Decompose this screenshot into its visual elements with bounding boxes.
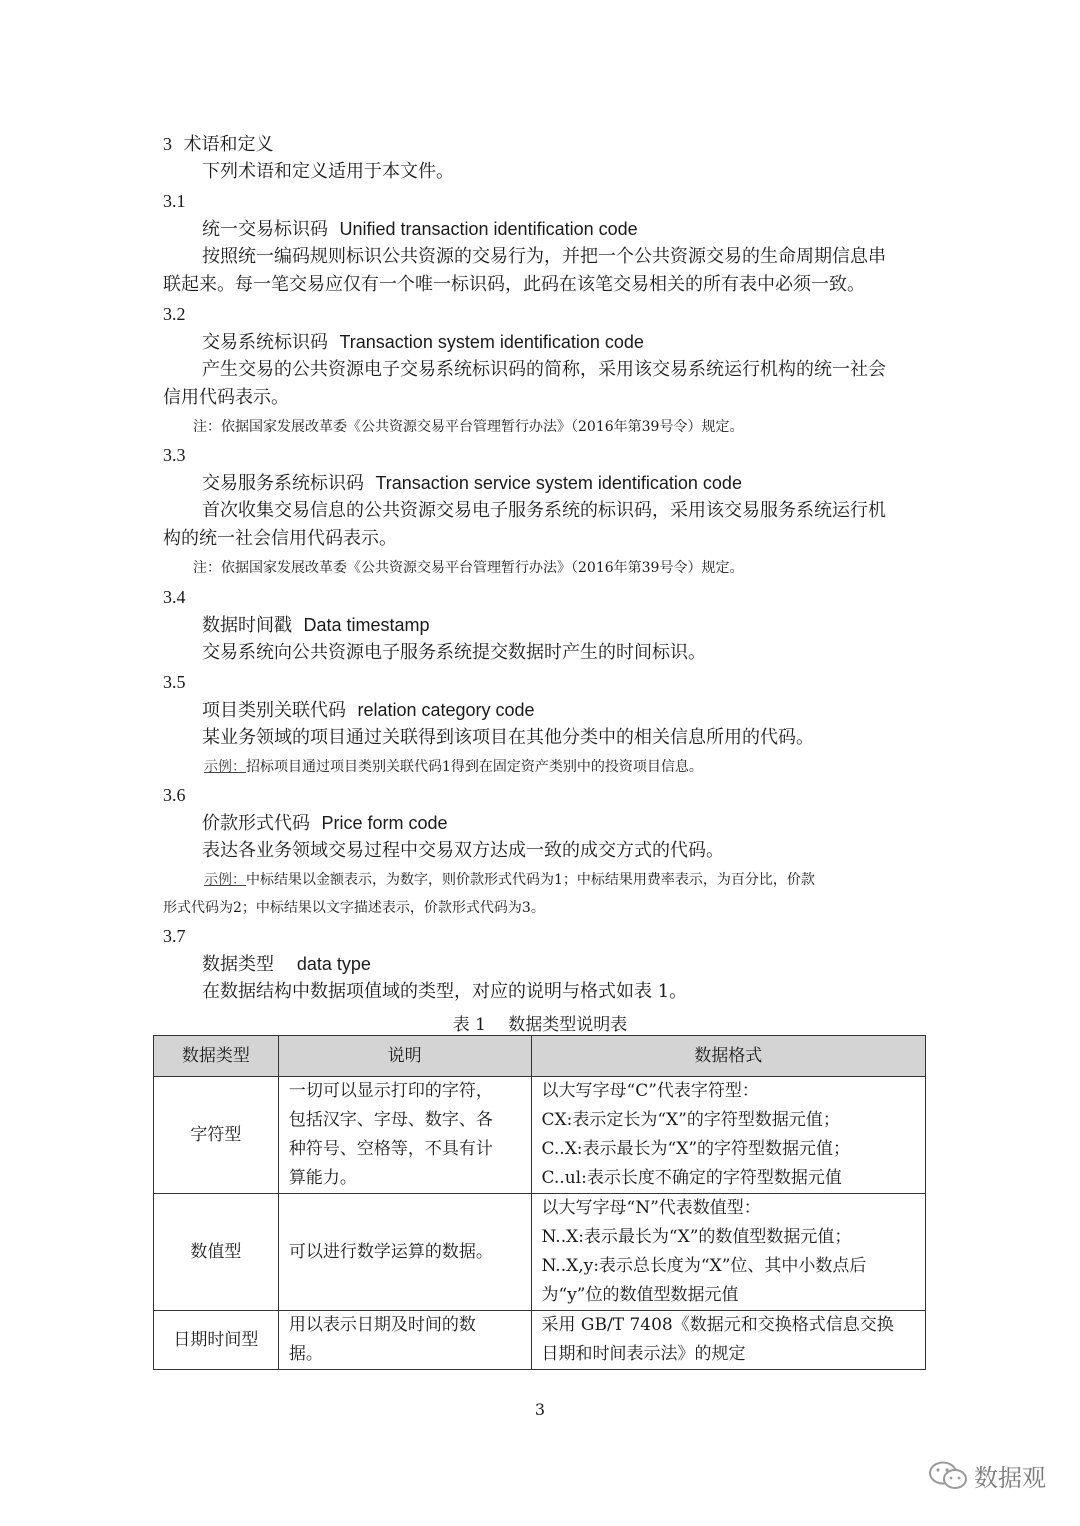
desc-cell: [278, 1194, 531, 1311]
term-number: 3.1: [163, 191, 186, 211]
format-line: 日期和时间表示法》的规定: [541, 1344, 746, 1364]
term-note: 注：依据国家发展改革委《公共资源交易平台管理暂行办法》（2016年第39号令）规定。: [193, 419, 744, 435]
desc-line: 包括汉字、字母、数字、各: [288, 1110, 493, 1130]
term-definition: 按照统一编码规则标识公共资源的交易行为，并把一个公共资源交易的生命周期信息串: [202, 246, 886, 267]
desc-line: 可以进行数学运算的数据。: [288, 1241, 493, 1262]
term-number: 3.6: [163, 785, 186, 805]
term-cn: 交易系统标识码: [202, 332, 328, 353]
desc-line: 算能力。: [288, 1168, 357, 1188]
format-line: 以大写字母“C”代表字符型：: [541, 1081, 759, 1101]
table-header-row: [154, 1036, 926, 1077]
table-row: [154, 1194, 926, 1311]
table-header: 说明: [278, 1036, 531, 1077]
term-number: 3.2: [163, 304, 186, 324]
example-label: 示例：: [204, 872, 246, 888]
format-line: 采用 GB/T 7408《数据元和交换格式信息交换: [541, 1315, 894, 1335]
term-title: [202, 216, 638, 243]
table-header: 数据类型: [154, 1036, 279, 1077]
term-title: [202, 810, 448, 837]
type-cell: 日期时间型: [154, 1311, 279, 1370]
desc-line: 一切可以显示打印的字符，: [288, 1081, 493, 1101]
term-title: [202, 470, 742, 497]
section-heading: [163, 131, 273, 158]
desc-cell: [278, 1077, 531, 1194]
format-line: N..X:表示最长为“X”的数值型数据元值；: [541, 1227, 852, 1247]
term-definition: 产生交易的公共资源电子交易系统标识码的简称，采用该交易系统运行机构的统一社会: [202, 359, 886, 380]
term-en: data type: [296, 954, 371, 974]
term-note: 注：依据国家发展改革委《公共资源交易平台管理暂行办法》（2016年第39号令）规定。: [193, 560, 744, 576]
term-title: [202, 951, 371, 978]
term-en: Unified transaction identification code: [339, 219, 638, 239]
term-cn: 数据类型: [202, 954, 274, 975]
wechat-icon: [928, 1460, 968, 1492]
term-en: Price form code: [321, 813, 448, 833]
term-example: [204, 869, 815, 891]
example-text-cont: 形式代码为2；中标结果以文字描述表示，价款形式代码为3。: [163, 900, 545, 916]
term-number: 3.5: [163, 672, 186, 692]
desc-line: 用以表示日期及时间的数: [288, 1315, 476, 1335]
term-en: relation category code: [357, 700, 535, 720]
type-cell: 字符型: [154, 1077, 279, 1194]
term-en: Transaction service system identification code: [375, 473, 742, 493]
term-definition: 某业务领域的项目通过关联得到该项目在其他分类中的相关信息所用的代码。: [202, 727, 814, 748]
example-text: 招标项目通过项目类别关联代码1得到在固定资产类别中的投资项目信息。: [246, 759, 703, 775]
format-line: C..X:表示最长为“X”的字符型数据元值；: [541, 1139, 851, 1159]
term-number: 3.3: [163, 445, 186, 465]
desc-cell: [278, 1311, 531, 1370]
format-line: C..ul:表示长度不确定的字符型数据元值: [541, 1168, 842, 1188]
format-cell: [531, 1194, 926, 1311]
term-definition: 联起来。每一笔交易应仅有一个唯一标识码，此码在该笔交易相关的所有表中必须一致。: [163, 274, 865, 295]
format-cell: [531, 1311, 926, 1370]
format-line: N..X,y:表示总长度为“X”位、其中小数点后: [541, 1256, 867, 1276]
section-title: 术语和定义: [183, 134, 274, 155]
term-number: 3.4: [163, 587, 186, 607]
term-definition: 交易系统向公共资源电子服务系统提交数据时产生的时间标识。: [202, 642, 706, 663]
term-definition: 首次收集交易信息的公共资源交易电子服务系统的标识码，采用该交易服务系统运行机: [202, 500, 886, 521]
term-title: [202, 329, 644, 356]
term-en: Transaction system identification code: [339, 332, 644, 352]
table-caption: 表 1 数据类型说明表: [452, 1015, 628, 1035]
term-definition: 信用代码表示。: [163, 387, 289, 408]
term-cn: 交易服务系统标识码: [202, 473, 364, 494]
format-line: 以大写字母“N”代表数值型：: [541, 1198, 761, 1218]
example-text: 中标结果以金额表示，为数字，则价款形式代码为1；中标结果用费率表示，为百分比，价款: [246, 872, 815, 888]
format-line: CX:表示定长为“X”的字符型数据元值；: [541, 1110, 840, 1130]
section-number: 3: [163, 134, 172, 154]
term-definition: 在数据结构中数据项值域的类型，对应的说明与格式如表 1。: [202, 981, 688, 1002]
watermark: [928, 1458, 1046, 1493]
term-en: Data timestamp: [303, 615, 430, 635]
type-cell: 数值型: [154, 1194, 279, 1311]
term-cn: 数据时间戳: [202, 615, 292, 636]
term-definition: 构的统一社会信用代码表示。: [163, 528, 397, 549]
desc-line: 据。: [288, 1344, 323, 1364]
table-row: [154, 1311, 926, 1370]
watermark-text: 数据观: [974, 1464, 1046, 1492]
example-label: 示例：: [204, 759, 246, 775]
term-cn: 统一交易标识码: [202, 219, 328, 240]
term-number: 3.7: [163, 926, 186, 946]
section-intro: 下列术语和定义适用于本文件。: [202, 161, 454, 182]
term-title: [202, 697, 535, 724]
desc-line: 种符号、空格等，不具有计: [288, 1139, 493, 1159]
term-example: [204, 756, 703, 778]
page-number: 3: [534, 1400, 546, 1419]
term-definition: 表达各业务领域交易过程中交易双方达成一致的成交方式的代码。: [202, 840, 724, 861]
term-title: [202, 612, 430, 639]
format-line: 为“y”位的数值型数据元值: [541, 1285, 739, 1305]
table-row: [154, 1077, 926, 1194]
data-type-table: [153, 1035, 926, 1370]
term-cn: 项目类别关联代码: [202, 700, 346, 721]
term-cn: 价款形式代码: [202, 813, 310, 834]
format-cell: [531, 1077, 926, 1194]
table-header: 数据格式: [531, 1036, 926, 1077]
